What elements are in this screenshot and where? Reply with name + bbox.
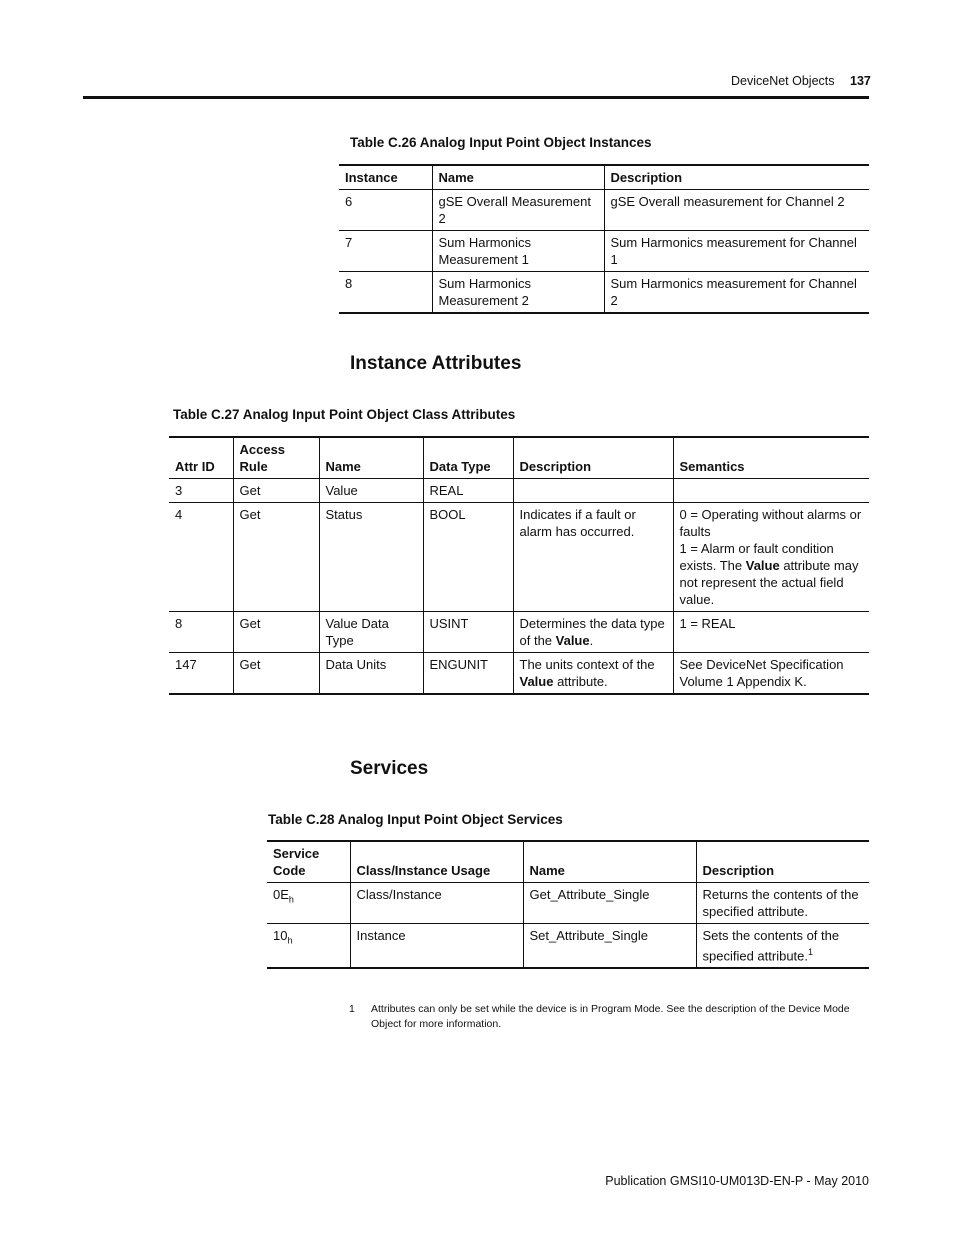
column-header: Description bbox=[604, 165, 869, 190]
table-row bbox=[169, 612, 869, 653]
service-code: 10 bbox=[273, 928, 288, 943]
access-rule-cell: Get bbox=[233, 653, 319, 695]
column-header: Name bbox=[523, 841, 696, 883]
column-header: Service Code bbox=[267, 841, 350, 883]
semantics-cell: See DeviceNet Specification Volume 1 Appendix K. bbox=[673, 653, 869, 695]
access-rule-cell: Get bbox=[233, 503, 319, 612]
semantics-cell: 1 = REAL bbox=[673, 612, 869, 653]
description-text: The units context of the bbox=[519, 657, 655, 672]
description-cell: Indicates if a fault or alarm has occurred. bbox=[513, 503, 673, 612]
semantics-text: attribute may not represent the actual field value. bbox=[679, 558, 859, 607]
service-code-cell bbox=[267, 924, 350, 969]
name-cell: Value bbox=[319, 479, 423, 503]
table-row bbox=[169, 503, 869, 612]
services-heading: Services bbox=[350, 758, 429, 779]
footnote-text: Attributes can only be set while the device is in Program Mode. See the description of the Device Mode Object for more information. bbox=[371, 1003, 850, 1030]
column-header: Data Type bbox=[423, 437, 513, 479]
description-text: . bbox=[589, 633, 594, 648]
column-header: Class/Instance Usage bbox=[350, 841, 523, 883]
name-cell: Value Data Type bbox=[319, 612, 423, 653]
description-text: attribute. bbox=[553, 674, 608, 689]
column-header: Attr ID bbox=[169, 437, 233, 479]
column-header: Instance bbox=[339, 165, 432, 190]
usage-cell: Instance bbox=[350, 924, 523, 969]
footnote-reference: 1 bbox=[808, 947, 814, 957]
column-header: Name bbox=[319, 437, 423, 479]
footnote bbox=[349, 1002, 869, 1032]
header-rule bbox=[83, 96, 869, 99]
description-cell bbox=[513, 479, 673, 503]
name-cell: Sum Harmonics Measurement 2 bbox=[432, 272, 604, 314]
name-cell: Sum Harmonics Measurement 1 bbox=[432, 231, 604, 272]
description-text: Determines the data type of the bbox=[519, 616, 665, 648]
access-rule-cell: Get bbox=[233, 479, 319, 503]
name-cell: Get_Attribute_Single bbox=[523, 883, 696, 924]
description-text: Sets the contents of the specified attribute. bbox=[702, 928, 840, 964]
semantics-cell bbox=[673, 479, 869, 503]
table-row bbox=[169, 479, 869, 503]
column-header: Name bbox=[432, 165, 604, 190]
table-row bbox=[339, 272, 869, 314]
table-row bbox=[169, 653, 869, 695]
name-cell: gSE Overall Measurement 2 bbox=[432, 190, 604, 231]
table-c27-caption: Table C.27 Analog Input Point Object Class Attributes bbox=[173, 407, 516, 422]
column-header: Semantics bbox=[673, 437, 869, 479]
description-cell: Sum Harmonics measurement for Channel 1 bbox=[604, 231, 869, 272]
name-cell: Set_Attribute_Single bbox=[523, 924, 696, 969]
semantics-line bbox=[680, 540, 864, 608]
attr-id-cell: 147 bbox=[169, 653, 233, 695]
semantics-emphasis: Value bbox=[745, 558, 780, 573]
hex-subscript: h bbox=[287, 935, 293, 946]
table-c26 bbox=[339, 164, 869, 314]
data-type-cell: BOOL bbox=[423, 503, 513, 612]
table-c28-caption: Table C.28 Analog Input Point Object Services bbox=[268, 812, 563, 827]
instance-cell: 7 bbox=[339, 231, 432, 272]
table-row bbox=[267, 883, 869, 924]
service-code: 0E bbox=[273, 887, 289, 902]
attr-id-cell: 8 bbox=[169, 612, 233, 653]
access-rule-cell: Get bbox=[233, 612, 319, 653]
table-row bbox=[339, 231, 869, 272]
description-cell bbox=[513, 653, 673, 695]
publication-footer: Publication GMSI10-UM013D-EN-P - May 2010 bbox=[605, 1174, 869, 1188]
running-header-title: DeviceNet Objects bbox=[731, 74, 835, 88]
usage-cell: Class/Instance bbox=[350, 883, 523, 924]
attr-id-cell: 4 bbox=[169, 503, 233, 612]
description-emphasis: Value bbox=[555, 633, 590, 648]
semantics-text: 1 = Alarm or fault condition exists. The bbox=[679, 541, 834, 573]
page-number: 137 bbox=[850, 74, 871, 88]
table-row bbox=[339, 190, 869, 231]
footnote-number: 1 bbox=[349, 1003, 355, 1015]
instance-attributes-heading: Instance Attributes bbox=[350, 353, 522, 374]
table-c28 bbox=[267, 840, 869, 969]
name-cell: Data Units bbox=[319, 653, 423, 695]
table-row bbox=[267, 924, 869, 969]
description-cell: Returns the contents of the specified attribute. bbox=[696, 883, 869, 924]
instance-cell: 6 bbox=[339, 190, 432, 231]
data-type-cell: USINT bbox=[423, 612, 513, 653]
table-c26-caption: Table C.26 Analog Input Point Object Instances bbox=[350, 135, 652, 150]
data-type-cell: REAL bbox=[423, 479, 513, 503]
description-cell bbox=[513, 612, 673, 653]
service-code-cell bbox=[267, 883, 350, 924]
column-header: Description bbox=[513, 437, 673, 479]
column-header: Description bbox=[696, 841, 869, 883]
column-header: Access Rule bbox=[233, 437, 319, 479]
semantics-line: 0 = Operating without alarms or faults bbox=[679, 507, 862, 539]
table-c27 bbox=[169, 436, 869, 695]
description-cell: Sum Harmonics measurement for Channel 2 bbox=[604, 272, 869, 314]
hex-subscript: h bbox=[288, 894, 294, 905]
description-emphasis: Value bbox=[519, 674, 554, 689]
description-cell: gSE Overall measurement for Channel 2 bbox=[604, 190, 869, 231]
data-type-cell: ENGUNIT bbox=[423, 653, 513, 695]
semantics-cell bbox=[673, 503, 869, 612]
attr-id-cell: 3 bbox=[169, 479, 233, 503]
description-cell bbox=[696, 924, 869, 969]
name-cell: Status bbox=[319, 503, 423, 612]
instance-cell: 8 bbox=[339, 272, 432, 314]
